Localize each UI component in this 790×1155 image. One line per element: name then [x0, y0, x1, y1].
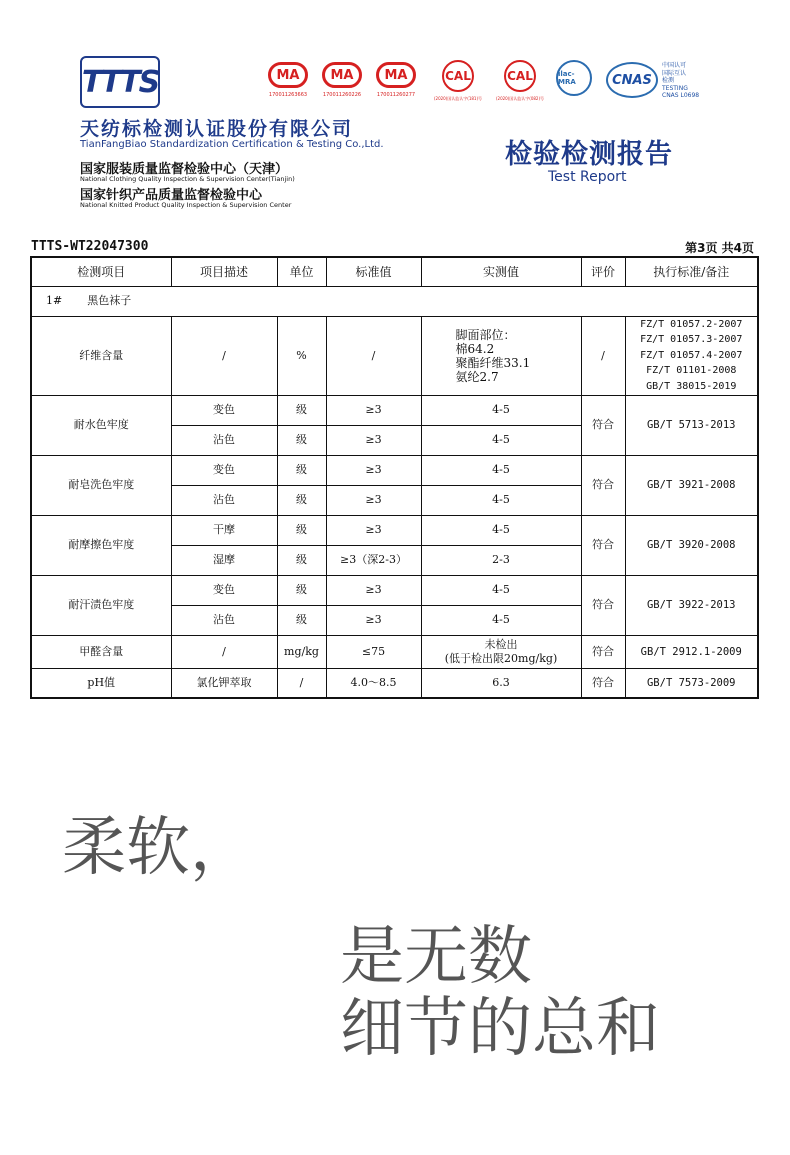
row-standard: ≥3: [326, 395, 421, 425]
center1-name-en: National Clothing Quality Inspection & Supervision Center(Tianjin): [80, 175, 295, 183]
formaldehyde-eval: 符合: [581, 635, 625, 668]
cma-icon: MA: [322, 62, 362, 88]
sample-number: 1#: [46, 294, 63, 307]
col-header-unit: 单位: [277, 257, 326, 286]
row-measured: 4-5: [421, 455, 581, 485]
table-row: [31, 515, 758, 545]
cma-icon: MA: [268, 62, 308, 88]
row-measured: 4-5: [421, 515, 581, 545]
table-row-ph: [31, 668, 758, 698]
table-row-formaldehyde: [31, 635, 758, 668]
row-desc: 沾色: [171, 605, 277, 635]
group-item: 耐皂洗色牢度: [31, 455, 171, 515]
center2-name-cn: 国家针织产品质量监督检验中心: [80, 188, 263, 203]
row-unit: 级: [277, 425, 326, 455]
row-desc: 干摩: [171, 515, 277, 545]
cal-number: (2020)国认监认字(181)号: [433, 96, 483, 101]
fiber-measured-line: 棉64.2: [455, 341, 495, 356]
col-header-eval: 评价: [581, 257, 625, 286]
company-name-en: TianFangBiao Standardization Certification & Testing Co.,Ltd.: [80, 139, 384, 150]
row-unit: 级: [277, 605, 326, 635]
row-desc: 沾色: [171, 485, 277, 515]
fiber-desc: /: [171, 316, 277, 395]
row-unit: 级: [277, 575, 326, 605]
row-standard: ≥3: [326, 425, 421, 455]
row-measured: 4-5: [421, 605, 581, 635]
logo-text: TTTS: [81, 64, 159, 100]
group-item: 耐汗渍色牢度: [31, 575, 171, 635]
group-std: GB/T 3921-2008: [625, 455, 758, 515]
row-unit: 级: [277, 455, 326, 485]
cma-mark-1: [268, 62, 308, 98]
fiber-std-line: FZ/T 01057.3-2007: [640, 334, 743, 346]
row-measured: 4-5: [421, 485, 581, 515]
table-row: [31, 575, 758, 605]
fiber-measured-line: 聚酯纤维33.1: [455, 355, 531, 370]
row-measured: 4-5: [421, 425, 581, 455]
col-header-measured: 实测值: [421, 257, 581, 286]
page-indicator: 第3页 共4页: [685, 241, 754, 255]
ph-measured: 6.3: [421, 668, 581, 698]
table-row: [31, 395, 758, 425]
sample-row: [31, 286, 758, 316]
test-results-table: [30, 256, 759, 699]
fiber-standard: /: [326, 316, 421, 395]
group-item: 耐摩擦色牢度: [31, 515, 171, 575]
cal-mark-2: [494, 60, 546, 102]
row-desc: 湿摩: [171, 545, 277, 575]
row-unit: 级: [277, 515, 326, 545]
company-logo: [80, 56, 160, 108]
row-unit: 级: [277, 395, 326, 425]
ph-std: GB/T 7573-2009: [625, 668, 758, 698]
row-standard: ≥3: [326, 605, 421, 635]
fiber-measured-line: 脚面部位：: [455, 327, 516, 342]
sample-name: 黑色袜子: [87, 294, 132, 307]
ph-desc: 氯化钾萃取: [171, 668, 277, 698]
ilac-globe-icon: ilac-MRA: [556, 60, 592, 96]
fiber-item: 纤维含量: [31, 316, 171, 395]
group-std: GB/T 3922-2013: [625, 575, 758, 635]
fiber-eval: /: [581, 316, 625, 395]
formaldehyde-unit: mg/kg: [277, 635, 326, 668]
row-measured: 4-5: [421, 575, 581, 605]
ph-unit: /: [277, 668, 326, 698]
formaldehyde-std: GB/T 2912.1-2009: [625, 635, 758, 668]
formaldehyde-desc: /: [171, 635, 277, 668]
row-desc: 沾色: [171, 425, 277, 455]
fiber-std-line: FZ/T 01057.4-2007: [640, 349, 743, 361]
cal-mark-1: [432, 60, 484, 102]
formaldehyde-standard: ≤75: [326, 635, 421, 668]
group-std: GB/T 3920-2008: [625, 515, 758, 575]
slogan-line-1: 柔软，: [62, 811, 254, 885]
table-row-fiber: [31, 316, 758, 395]
formaldehyde-limit-note: (低于检出限20mg/kg): [444, 651, 558, 665]
slogan-line-2: 是无数: [340, 920, 532, 994]
cnas-icon: CNAS: [606, 62, 658, 98]
sample-cell: [31, 286, 758, 316]
ph-standard: 4.0～8.5: [326, 668, 421, 698]
row-standard: ≥3: [326, 455, 421, 485]
row-measured: 4-5: [421, 395, 581, 425]
row-measured: 2-3: [421, 545, 581, 575]
report-title-cn: 检验检测报告: [505, 139, 673, 170]
group-std: GB/T 5713-2013: [625, 395, 758, 455]
col-header-standard: 标准值: [326, 257, 421, 286]
formaldehyde-result: 未检出: [484, 637, 518, 651]
cal-icon: CAL: [442, 60, 474, 92]
row-desc: 变色: [171, 395, 277, 425]
row-desc: 变色: [171, 455, 277, 485]
row-standard: ≥3: [326, 575, 421, 605]
group-eval: 符合: [581, 575, 625, 635]
cma-mark-2: [322, 62, 362, 98]
row-unit: 级: [277, 485, 326, 515]
ilac-mra-mark: [556, 60, 592, 96]
cma-mark-3: [376, 62, 416, 98]
table-row: [31, 455, 758, 485]
ph-item: pH值: [31, 668, 171, 698]
cnas-mark: [606, 62, 658, 98]
fiber-stds: [625, 316, 758, 395]
company-name-cn: 天纺标检测认证股份有限公司: [80, 118, 354, 140]
col-header-desc: 项目描述: [171, 257, 277, 286]
group-eval: 符合: [581, 455, 625, 515]
fiber-std-line: FZ/T 01057.2-2007: [640, 318, 743, 330]
cal-icon: CAL: [504, 60, 536, 92]
report-number: TTTS-WT22047300: [31, 239, 149, 254]
cma-number: 170011263663: [268, 92, 308, 98]
formaldehyde-item: 甲醛含量: [31, 635, 171, 668]
col-header-std: 执行标准/备注: [625, 257, 758, 286]
fiber-measured-line: 氨纶2.7: [455, 369, 499, 384]
formaldehyde-measured: [421, 635, 581, 668]
table-header-row: [31, 257, 758, 286]
ph-eval: 符合: [581, 668, 625, 698]
report-title-en: Test Report: [548, 169, 627, 185]
group-item: 耐水色牢度: [31, 395, 171, 455]
cnas-side-text: 中国认可 国际互认 检测 TESTING CNAS L0698: [662, 62, 700, 99]
row-desc: 变色: [171, 575, 277, 605]
center1-name-cn: 国家服装质量监督检验中心（天津）: [80, 162, 289, 177]
fiber-measured: [421, 316, 581, 395]
col-header-item: 检测项目: [31, 257, 171, 286]
cma-number: 170011260226: [322, 92, 362, 98]
slogan-line-3: 细节的总和: [340, 992, 660, 1066]
fiber-std-line: GB/T 38015-2019: [646, 380, 737, 392]
group-eval: 符合: [581, 515, 625, 575]
cal-number: (2020)国认监认字(082)号: [495, 96, 545, 101]
row-standard: ≥3（深2-3）: [326, 545, 421, 575]
row-standard: ≥3: [326, 485, 421, 515]
center2-name-en: National Knitted Product Quality Inspection & Supervision Center: [80, 201, 292, 209]
group-eval: 符合: [581, 395, 625, 455]
cma-icon: MA: [376, 62, 416, 88]
row-unit: 级: [277, 545, 326, 575]
cma-number: 170011260277: [376, 92, 416, 98]
fiber-unit: %: [277, 316, 326, 395]
row-standard: ≥3: [326, 515, 421, 545]
fiber-std-line: FZ/T 01101-2008: [646, 365, 737, 377]
